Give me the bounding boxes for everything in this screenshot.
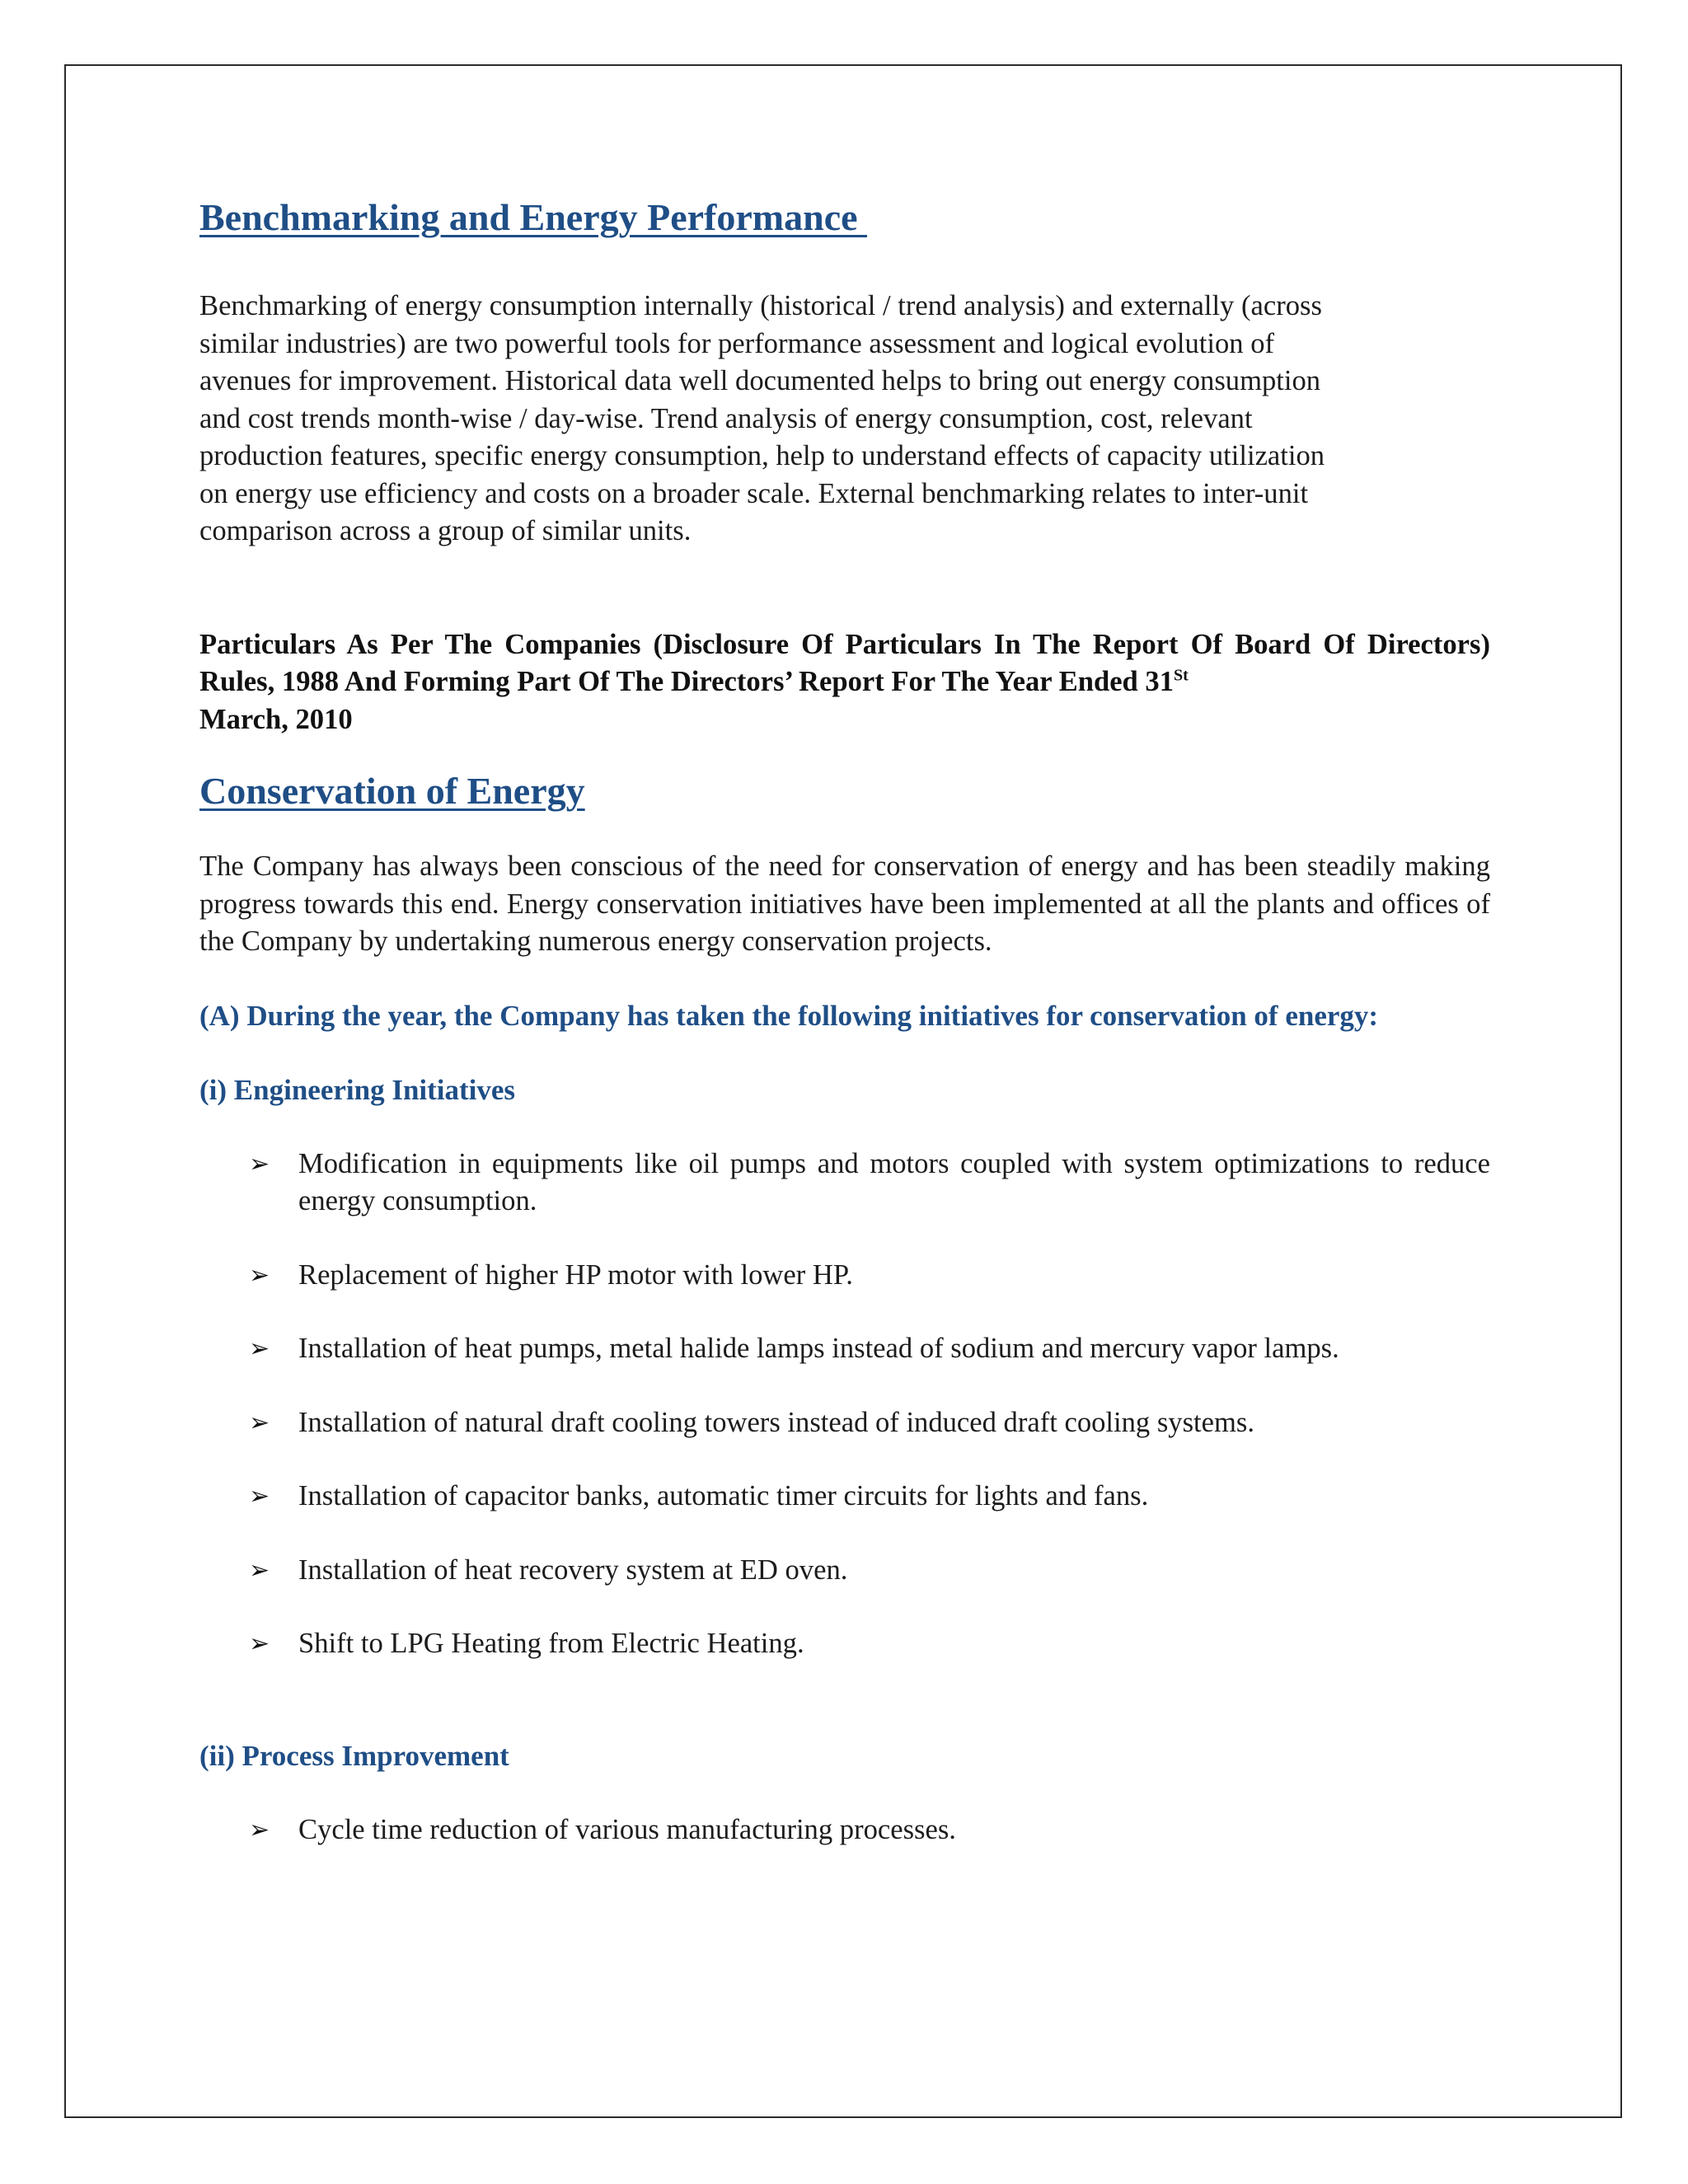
- arrow-bullet-icon: ➢: [249, 1815, 270, 1844]
- list-item-text: Replacement of higher HP motor with lower HP.: [298, 1258, 853, 1291]
- paragraph-line: production features, specific energy consumption, help to understand effects of capacity utilization: [199, 440, 1325, 472]
- engineering-initiatives-list: [199, 1146, 1490, 1663]
- benchmarking-paragraph: [199, 288, 1490, 551]
- conservation-paragraph: The Company has always been conscious of the need for conservation of energy and has been steadily making progress towards this end. Energy conservation initiatives have been implemented at all the plants and offices of the Company by undertaking numerous energy conservation projects.: [199, 851, 1490, 958]
- particulars-text: Particulars As Per The Companies (Disclosure Of Particulars In The Report Of Board Of Directors) Rules, 1988 And Forming Part Of The Directors’ Report For The Year Ended 31: [199, 628, 1490, 698]
- particulars-statement: [199, 626, 1490, 739]
- list-item-text: Installation of natural draft cooling towers instead of induced draft cooling systems.: [298, 1406, 1254, 1438]
- arrow-bullet-icon: ➢: [249, 1482, 270, 1511]
- list-item: [199, 1257, 1490, 1295]
- list-item: [199, 1146, 1490, 1221]
- benchmarking-heading: Benchmarking and Energy Performance: [199, 196, 868, 238]
- conservation-heading: Conservation of Energy: [199, 770, 585, 813]
- particulars-date: March, 2010: [199, 703, 353, 735]
- list-item-text: Modification in equipments like oil pumps and motors coupled with system optimizations to reduce energy consumption.: [298, 1147, 1490, 1217]
- paragraph-line: on energy use efficiency and costs on a broader scale. External benchmarking relates to inter-unit: [199, 477, 1309, 509]
- arrow-bullet-icon: ➢: [249, 1334, 270, 1364]
- process-improvement-title: (ii) Process Improvement: [199, 1739, 509, 1772]
- arrow-bullet-icon: ➢: [249, 1149, 270, 1179]
- paragraph-line: Benchmarking of energy consumption internally (historical / trend analysis) and externally (across: [199, 290, 1322, 322]
- list-item: [199, 1811, 1490, 1849]
- list-item-text: Installation of capacitor banks, automatic timer circuits for lights and fans.: [298, 1480, 1149, 1512]
- arrow-bullet-icon: ➢: [249, 1408, 270, 1437]
- page-content: [199, 194, 1490, 1849]
- list-item-text: Installation of heat recovery system at ED oven.: [298, 1554, 848, 1586]
- initiatives-subheading: (A) During the year, the Company has taken the following initiatives for conservation of energy:: [199, 999, 1379, 1032]
- list-item: [199, 1478, 1490, 1516]
- list-item-text: Cycle time reduction of various manufacturing processes.: [298, 1813, 956, 1845]
- paragraph-line: similar industries) are two powerful tools for performance assessment and logical evolution of: [199, 327, 1275, 359]
- particulars-superscript: St: [1174, 666, 1189, 685]
- list-item: [199, 1552, 1490, 1590]
- list-item: [199, 1330, 1490, 1368]
- arrow-bullet-icon: ➢: [249, 1629, 270, 1659]
- list-item-text: Shift to LPG Heating from Electric Heating.: [298, 1628, 804, 1660]
- paragraph-line: avenues for improvement. Historical data well documented helps to bring out energy consumption: [199, 365, 1321, 397]
- process-improvement-list: [199, 1811, 1490, 1849]
- list-item-text: Installation of heat pumps, metal halide lamps instead of sodium and mercury vapor lamps.: [298, 1333, 1339, 1365]
- list-item: [199, 1625, 1490, 1663]
- arrow-bullet-icon: ➢: [249, 1260, 270, 1290]
- paragraph-line: and cost trends month-wise / day-wise. Trend analysis of energy consumption, cost, relevant: [199, 402, 1253, 434]
- engineering-initiatives-title: (i) Engineering Initiatives: [199, 1073, 516, 1106]
- arrow-bullet-icon: ➢: [249, 1555, 270, 1585]
- paragraph-line: comparison across a group of similar units.: [199, 515, 692, 547]
- list-item: [199, 1404, 1490, 1442]
